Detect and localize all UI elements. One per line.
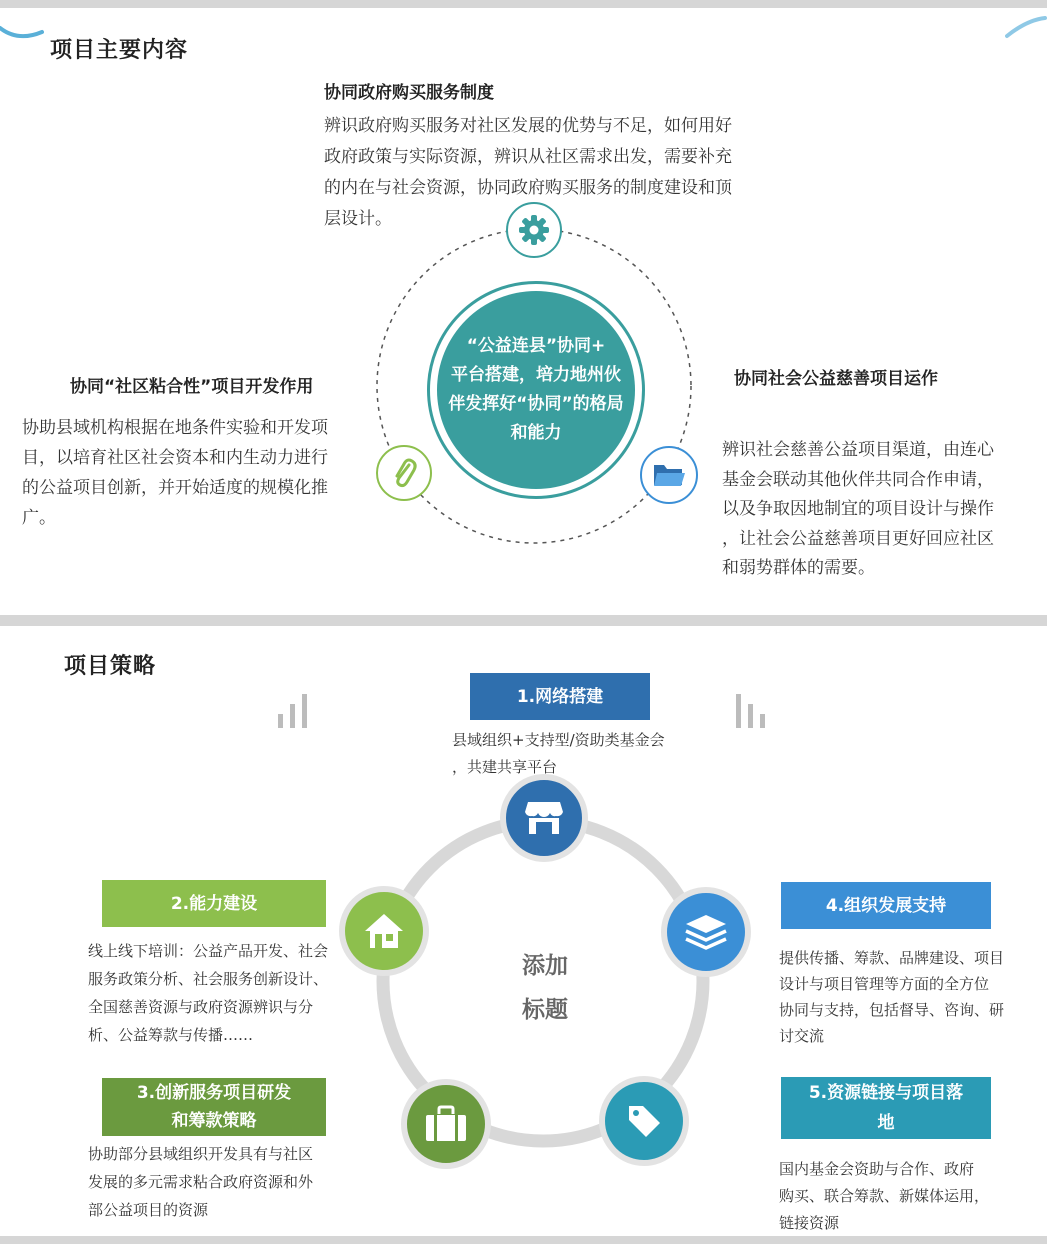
strategy-label-4: 4.组织发展支持 [781, 882, 991, 929]
swoosh-decoration-left [0, 20, 44, 50]
store-icon [524, 800, 564, 836]
top-topic-title: 协同政府购买服务制度 [324, 83, 494, 103]
strategy-desc-5 [779, 1156, 1029, 1237]
text-line: 协助县域机构根据在地条件实验和开发项 [22, 418, 328, 438]
center-text-line: “公益连县”协同+ [466, 336, 606, 356]
text-line: 辨识社会慈善公益项目渠道，由连心 [722, 440, 994, 460]
house-icon [363, 912, 405, 950]
center-text-line: 平台搭建，培力地州伙 [450, 365, 621, 385]
strategy-label-1: 1.网络搭建 [470, 673, 650, 720]
text-line: 发展的多元需求粘合政府资源和外 [88, 1173, 314, 1191]
label-line: 3.创新服务项目研发 [136, 1083, 292, 1103]
left-topic-text [22, 413, 362, 533]
text-line: 国内基金会资助与合作、政府 [779, 1160, 975, 1178]
gear-node [506, 202, 562, 258]
text-line: 政府政策与实际资源，辨识从社区需求出发，需要补充 [324, 147, 732, 167]
text-line: 协同与支持，包括督导、咨询、研 [779, 1001, 1005, 1019]
text-line: 的内在与社会资源，协同政府购买服务的制度建设和顶 [324, 178, 732, 198]
bars-decoration-right [734, 692, 770, 730]
center-title-line: 标题 [522, 997, 568, 1023]
layers-icon [684, 913, 728, 951]
text-line: 服务政策分析、社会服务创新设计、 [88, 970, 329, 988]
text-line: 和弱势群体的需要。 [722, 558, 875, 578]
section-title-strategy: 项目策略 [64, 654, 157, 679]
strategy-desc-4 [779, 945, 1029, 1049]
text-line: 基金会联动其他伙伴共同合作申请， [722, 469, 994, 490]
section-title-main-content: 项目主要内容 [50, 38, 189, 63]
bars-decoration-left [276, 692, 312, 730]
text-line: 广。 [22, 508, 56, 528]
tag-node [599, 1076, 689, 1166]
center-text-line: 和能力 [510, 423, 562, 443]
text-line: ，让社会公益慈善项目更好回应社区 [722, 528, 994, 549]
label-line: 5.资源链接与项目落 [808, 1083, 964, 1103]
strategy-desc-3 [88, 1140, 368, 1224]
briefcase-node [401, 1079, 491, 1169]
paperclip-node [376, 445, 432, 501]
text-line: 讨交流 [779, 1027, 825, 1045]
label-line: 地 [877, 1113, 895, 1133]
text-line: 层设计。 [324, 209, 392, 229]
text-line: 部公益项目的资源 [88, 1201, 209, 1219]
left-topic-title: 协同“社区粘合性”项目开发作用 [70, 377, 314, 397]
bottom-divider [0, 1236, 1047, 1244]
tag-icon [625, 1102, 663, 1140]
right-topic-text [722, 436, 1032, 584]
folder-icon [652, 461, 686, 489]
text-line: 设计与项目管理等方面的全方位 [779, 975, 990, 993]
right-topic-title: 协同社会公益慈善项目运作 [734, 369, 938, 389]
center-circle [437, 291, 635, 489]
swoosh-decoration-right [1005, 14, 1047, 44]
text-line: 链接资源 [779, 1214, 840, 1232]
strategy-desc-1 [452, 727, 712, 781]
strategy-center-title [490, 944, 600, 1032]
strategy-label-3 [102, 1078, 326, 1136]
briefcase-icon [424, 1105, 468, 1143]
section-divider [0, 615, 1047, 626]
text-line: 协助部分县域组织开发具有与社区 [88, 1145, 314, 1163]
label-line: 和筹款策略 [171, 1111, 257, 1131]
strategy-desc-2 [88, 937, 368, 1049]
text-line: 线上线下培训：公益产品开发、社会 [88, 942, 329, 960]
folder-node [640, 446, 698, 504]
text-line: 县域组织+支持型/资助类基金会 [452, 731, 665, 749]
center-text-line: 伴发挥好“协同”的格局 [448, 394, 624, 414]
text-line: 全国慈善资源与政府资源辨识与分 [88, 998, 314, 1016]
text-line: 目，以培育社区社会资本和内生动力进行 [22, 448, 328, 468]
layers-node [661, 887, 751, 977]
text-line: ，共建共享平台 [452, 758, 558, 776]
strategy-label-2: 2.能力建设 [102, 880, 326, 927]
text-line: 的公益项目创新，并开始适度的规模化推 [22, 478, 328, 498]
center-title-line: 添加 [522, 953, 568, 979]
text-line: 提供传播、筹款、品牌建设、项目 [779, 949, 1005, 967]
top-divider [0, 0, 1047, 8]
text-line: 析、公益筹款与传播…… [88, 1026, 254, 1044]
strategy-label-5 [781, 1077, 991, 1139]
text-line: 购买、联合筹款、新媒体运用， [779, 1187, 990, 1205]
text-line: 辨识政府购买服务对社区发展的优势与不足，如何用好 [324, 116, 732, 136]
text-line: 以及争取因地制宜的项目设计与操作 [722, 499, 994, 519]
store-node [500, 774, 588, 862]
paperclip-icon [389, 456, 419, 490]
center-text [448, 332, 623, 448]
gear-icon [518, 214, 550, 246]
